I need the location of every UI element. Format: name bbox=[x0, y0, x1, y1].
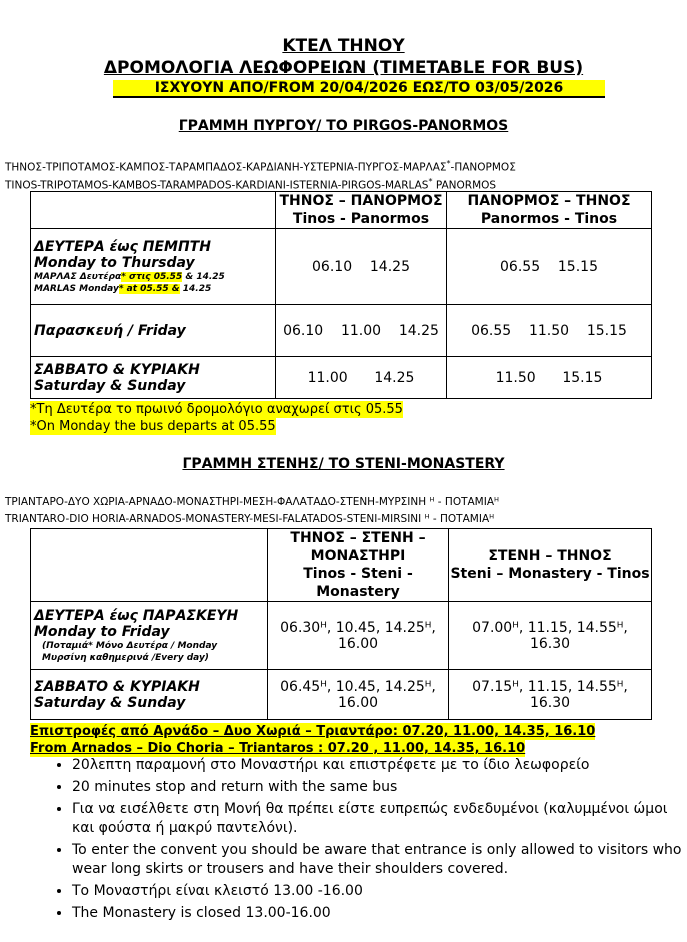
line2-col2-header: ΣΤΕΝΗ – ΤΗΝΟΣ Steni – Monastery - Tinos bbox=[449, 529, 652, 602]
line1-row2-times-out: 06.10 11.00 14.25 bbox=[276, 305, 447, 357]
list-item: • 20 minutes stop and return with the same bus bbox=[72, 778, 687, 797]
returns-greek: Επιστροφές από Αρνάδο – Δυο Χωριά – Τριαντάρο: 07.20, 11.00, 14.35, 16.10 bbox=[30, 724, 596, 739]
validity-banner: ΙΣΧΥΟΥΝ ΑΠΟ/FROM 20/04/2026 ΕΩΣ/ΤΟ 03/05/2026 bbox=[113, 80, 605, 98]
line1-stops-greek: ΤΗΝΟΣ-ΤΡΙΠΟΤΑΜΟΣ-ΚΑΜΠΟΣ-ΤΑΡΑΜΠΑΔΟΣ-ΚΑΡΔΙΑΝΗ-ΥΣΤΕΡΝΙΑ-ΠΥΡΓΟΣ-ΜΑΡΛΑΣ*-ΠΑΝΟΡΜΟΣ bbox=[5, 159, 516, 174]
line2-timetable bbox=[30, 528, 652, 720]
line1-row2-times-back: 06.55 11.50 15.15 bbox=[447, 305, 652, 357]
list-item: • The Monastery is closed 13.00-16.00 bbox=[72, 904, 687, 923]
line2-row1-times-back: 07.00ᴴ, 11.15, 14.55ᴴ, 16.30 bbox=[449, 602, 652, 670]
line2-row2-times-back: 07.15ᴴ, 11.15, 14.55ᴴ, 16.30 bbox=[449, 670, 652, 720]
page-subtitle: ΔΡΟΜΟΛΟΓΙΑ ΛΕΩΦΟΡΕΙΩΝ (TIMETABLE FOR BUS) bbox=[103, 58, 584, 78]
line2-row2-times-out: 06.45ᴴ, 10.45, 14.25ᴴ, 16.00 bbox=[268, 670, 449, 720]
page-title: ΚΤΕΛ ΤΗΝΟΥ bbox=[282, 36, 405, 56]
table-row bbox=[31, 602, 652, 670]
list-item: • Για να εισέλθετε στη Μονή θα πρέπει είστε ευπρεπώς ενδεδυμένοι (καλυμμένοι ώμοι και φούστα ή μακρύ παντελόνι). bbox=[72, 800, 687, 838]
table-row bbox=[31, 357, 652, 399]
table-row bbox=[31, 305, 652, 357]
line2-row1-label: ΔΕΥΤΕΡΑ έως ΠΑΡΑΣΚΕΥΗ Monday to Friday (Ποταμιά* Μόνο Δευτέρα / Monday Μυρσίνη καθημερινά /Every day) bbox=[31, 602, 268, 670]
line2-stops-greek: ΤΡΙΑΝΤΑΡΟ-ΔΥΟ ΧΩΡΙΑ-ΑΡΝΑΔΟ-ΜΟΝΑΣΤΗΡΙ-ΜΕΣΗ-ΦΑΛΑΤΑΔΟ-ΣΤΕΝΗ-ΜΥΡΣΙΝΗ ᴴ - ΠΟΤΑΜΙΑᴴ bbox=[5, 496, 499, 508]
line1-row1-times-out: 06.10 14.25 bbox=[276, 229, 447, 305]
returns-english: From Arnados – Dio Choria – Triantaros : 07.20 , 11.00, 14.35, 16.10 bbox=[30, 741, 526, 756]
line2-col1-header: ΤΗΝΟΣ – ΣΤΕΝΗ – ΜΟΝΑΣΤΗΡΙ Tinos - Steni - Monastery bbox=[268, 529, 449, 602]
line2-row2-label: ΣΑΒΒΑΤΟ & ΚΥΡΙΑΚΗ Saturday & Sunday bbox=[31, 670, 268, 720]
line1-row3-times-back: 11.50 15.15 bbox=[447, 357, 652, 399]
line2-row1-times-out: 06.30ᴴ, 10.45, 14.25ᴴ, 16.00 bbox=[268, 602, 449, 670]
line1-col1-header: ΤΗΝΟΣ – ΠΑΝΟΡΜΟΣ Tinos - Panormos bbox=[276, 192, 447, 229]
line1-timetable bbox=[30, 191, 652, 399]
line1-stops-english: TINOS-TRIPOTAMOS-KAMBOS-TARAMPADOS-KARDIANI-ISTERNIA-PIRGOS-MARLAS* PANORMOS bbox=[5, 177, 497, 192]
line1-note-greek: *Τη Δευτέρα το πρωινό δρομολόγιο αναχωρεί στις 05.55 bbox=[30, 402, 403, 417]
line1-row1-times-back: 06.55 15.15 bbox=[447, 229, 652, 305]
list-item: • 20λεπτη παραμονή στο Μοναστήρι και επιστρέφετε με το ίδιο λεωφορείο bbox=[72, 756, 687, 775]
info-list bbox=[30, 756, 687, 926]
table-row bbox=[31, 670, 652, 720]
line1-row2-label: Παρασκευή / Friday bbox=[31, 305, 276, 357]
line1-row3-times-out: 11.00 14.25 bbox=[276, 357, 447, 399]
line1-col2-header: ΠΑΝΟΡΜΟΣ – ΤΗΝΟΣ Panormos - Tinos bbox=[447, 192, 652, 229]
line1-row1-label: ΔΕΥΤΕΡΑ έως ΠΕΜΠΤΗ Monday to Thursday ΜΑΡΛΑΣ Δευτέρα* στις 05.55 & 14.25 MARLAS Monday* at 05.55 & 14.25 bbox=[31, 229, 276, 305]
line2-title: ΓΡΑΜΜΗ ΣΤΕΝΗΣ/ ΤΟ STENI-MONASTERY bbox=[182, 456, 505, 472]
list-item: • To enter the convent you should be aware that entrance is only allowed to visitors who wear long skirts or trousers and have their shoulders covered. bbox=[72, 841, 687, 879]
table-row bbox=[31, 229, 652, 305]
line1-title: ΓΡΑΜΜΗ ΠΥΡΓΟΥ/ ΤΟ PIRGOS-PANORMOS bbox=[178, 118, 509, 134]
line1-note-english: *On Monday the bus departs at 05.55 bbox=[30, 419, 276, 434]
list-item: • Το Μοναστήρι είναι κλειστό 13.00 -16.00 bbox=[72, 882, 687, 901]
line2-stops-english: TRIANTARO-DIO HORIA-ARNADOS-MONASTERY-MESI-FALATADOS-STENI-MIRSINI ᴴ - ΠΟΤΑΜΙΑᴴ bbox=[5, 513, 495, 525]
line1-row3-label: ΣΑΒΒΑΤΟ & ΚΥΡΙΑΚΗ Saturday & Sunday bbox=[31, 357, 276, 399]
